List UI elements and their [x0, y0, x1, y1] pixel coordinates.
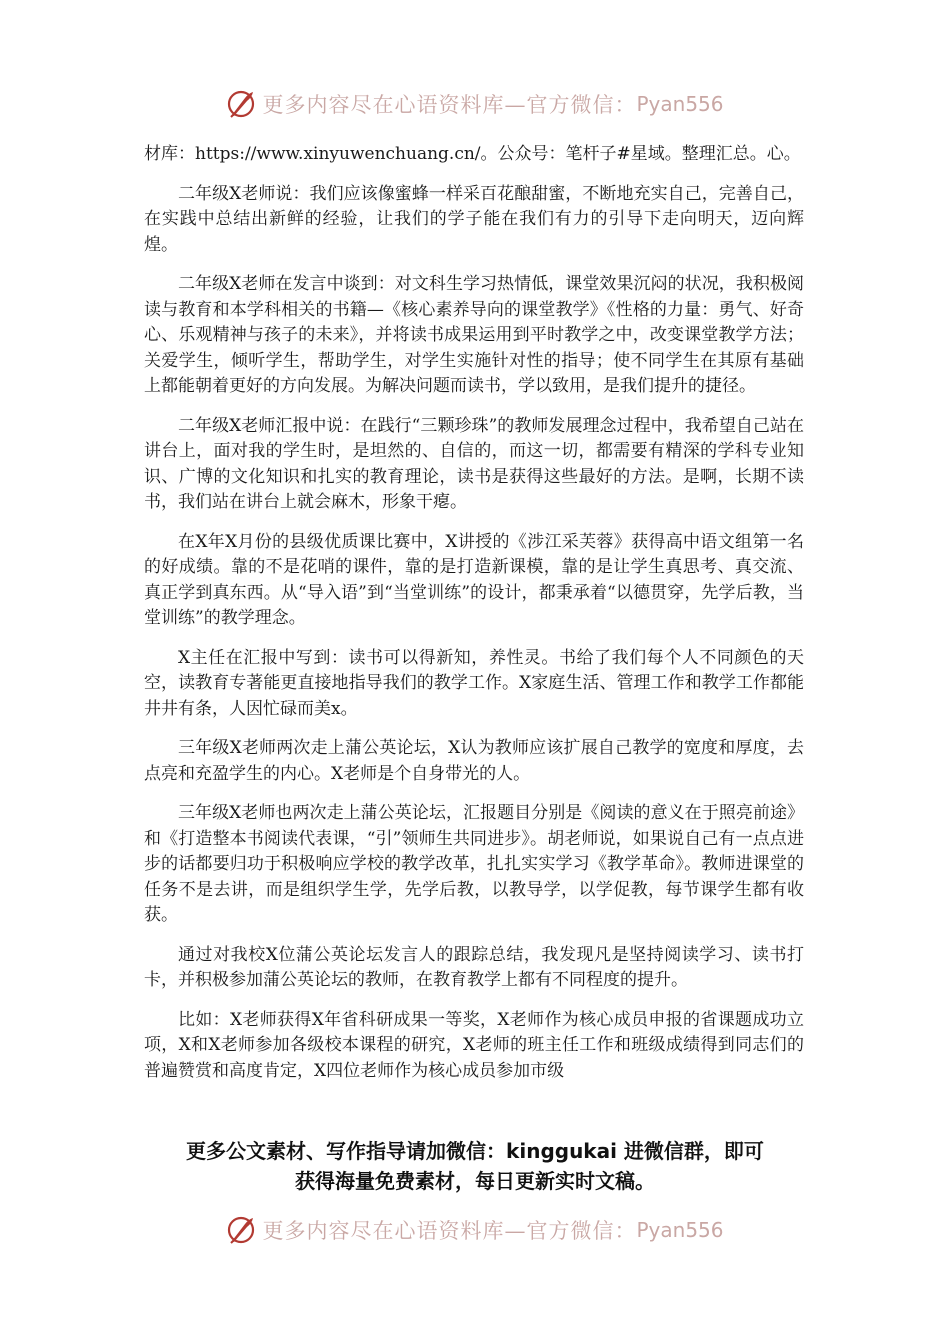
- header-wechat-handle: Pyan556: [636, 92, 724, 116]
- paragraph: 在X年X月份的县级优质课比赛中，X讲授的《涉江采芙蓉》获得高中语文组第一名的好成绩。靠的不是花哨的课件，靠的是打造新课模，靠的是让学生真思考、真交流、真正学到真东西。从“导入语”到“当堂训练”的设计，都秉承着“以德贯穿，先学后教，当堂训练”的教学理念。: [144, 531, 804, 628]
- quill-pen-logo-icon: [226, 1215, 256, 1245]
- footer-promo-line-2: 获得海量免费素材，每日更新实时文稿。: [295, 1169, 655, 1193]
- footer-wechat-handle: Pyan556: [636, 1218, 724, 1242]
- header-brand-text: 更多内容尽在心语资料库—官方微信：: [262, 93, 637, 117]
- footer-promo-line-1: 更多公文素材、写作指导请加微信：kinggukai 进微信群，即可: [186, 1139, 764, 1163]
- paragraph: 二年级X老师汇报中说：在践行“三颗珍珠”的教师发展理念过程中，我希望自己站在讲台上，面对我的学生时，是坦然的、自信的，而这一切，都需要有精深的学科专业知识、广博的文化知识和扎实的教育理论，读书是获得这些最好的方法。是啊，长期不读书，我们站在讲台上就会麻木，形象干瘪。: [144, 415, 804, 512]
- paragraph: 通过对我校X位蒲公英论坛发言人的跟踪总结，我发现凡是坚持阅读学习、读书打卡，并积极参加蒲公英论坛的教师，在教育教学上都有不同程度的提升。: [144, 944, 804, 990]
- paragraph: 二年级X老师在发言中谈到：对文科生学习热情低，课堂效果沉闷的状况，我积极阅读与教育和本学科相关的书籍—《核心素养导向的课堂教学》《性格的力量：勇气、好奇心、乐观精神与孩子的未来》，并将读书成果运用到平时教学之中，改变课堂教学方法；关爱学生，倾听学生，帮助学生，对学生实施针对性的指导；使不同学生在其原有基础上都能朝着更好的方向发展。为解决问题而读书，学以致用，是我们提升的捷径。: [144, 274, 804, 396]
- header-watermark-banner: [0, 84, 950, 124]
- paragraph: 二年级X老师说：我们应该像蜜蜂一样采百花酿甜蜜，不断地充实自己，完善自己，在实践中总结出新鲜的经验，让我们的学子能在我们有力的引导下走向明天，迈向辉煌。: [144, 183, 804, 255]
- footer-brand-text: 更多内容尽在心语资料库—官方微信：: [262, 1219, 637, 1243]
- quill-pen-logo-icon: [226, 89, 256, 119]
- footer-watermark-banner: [0, 1210, 950, 1250]
- paragraph: 三年级X老师两次走上蒲公英论坛，X认为教师应该扩展自己教学的宽度和厚度，去点亮和充盈学生的内心。X老师是个自身带光的人。: [144, 738, 804, 784]
- paragraph-source-note: 材库：https://www.xinyuwenchuang.cn/。公众号：笔杆子#星域。整理汇总。心。: [144, 144, 801, 164]
- paragraph: X主任在汇报中写到：读书可以得新知，养性灵。书给了我们每个人不同颜色的天空，读教育专著能更直接地指导我们的教学工作。X家庭生活、管理工作和教学工作都能井井有条，人因忙碌而美x。: [144, 647, 804, 719]
- paragraph: 比如：X老师获得X年省科研成果一等奖，X老师作为核心成员申报的省课题成功立项，X和X老师参加各级校本课程的研究，X老师的班主任工作和班级成绩得到同志们的普遍赞赏和高度肯定，X四位老师作为核心成员参加市级: [144, 1009, 804, 1081]
- footer-promo-note: [100, 1136, 850, 1196]
- paragraph: 三年级X老师也两次走上蒲公英论坛，汇报题目分别是《阅读的意义在于照亮前途》和《打造整本书阅读代表课，“引”领师生共同进步》。胡老师说，如果说自己有一点点进步的话都要归功于积极响应学校的教学改革，扎扎实实学习《教学革命》。教师进课堂的任务不是去讲，而是组织学生学，先学后教，以教导学，以学促教，每节课学生都有收获。: [144, 803, 804, 925]
- document-body: [144, 142, 804, 1098]
